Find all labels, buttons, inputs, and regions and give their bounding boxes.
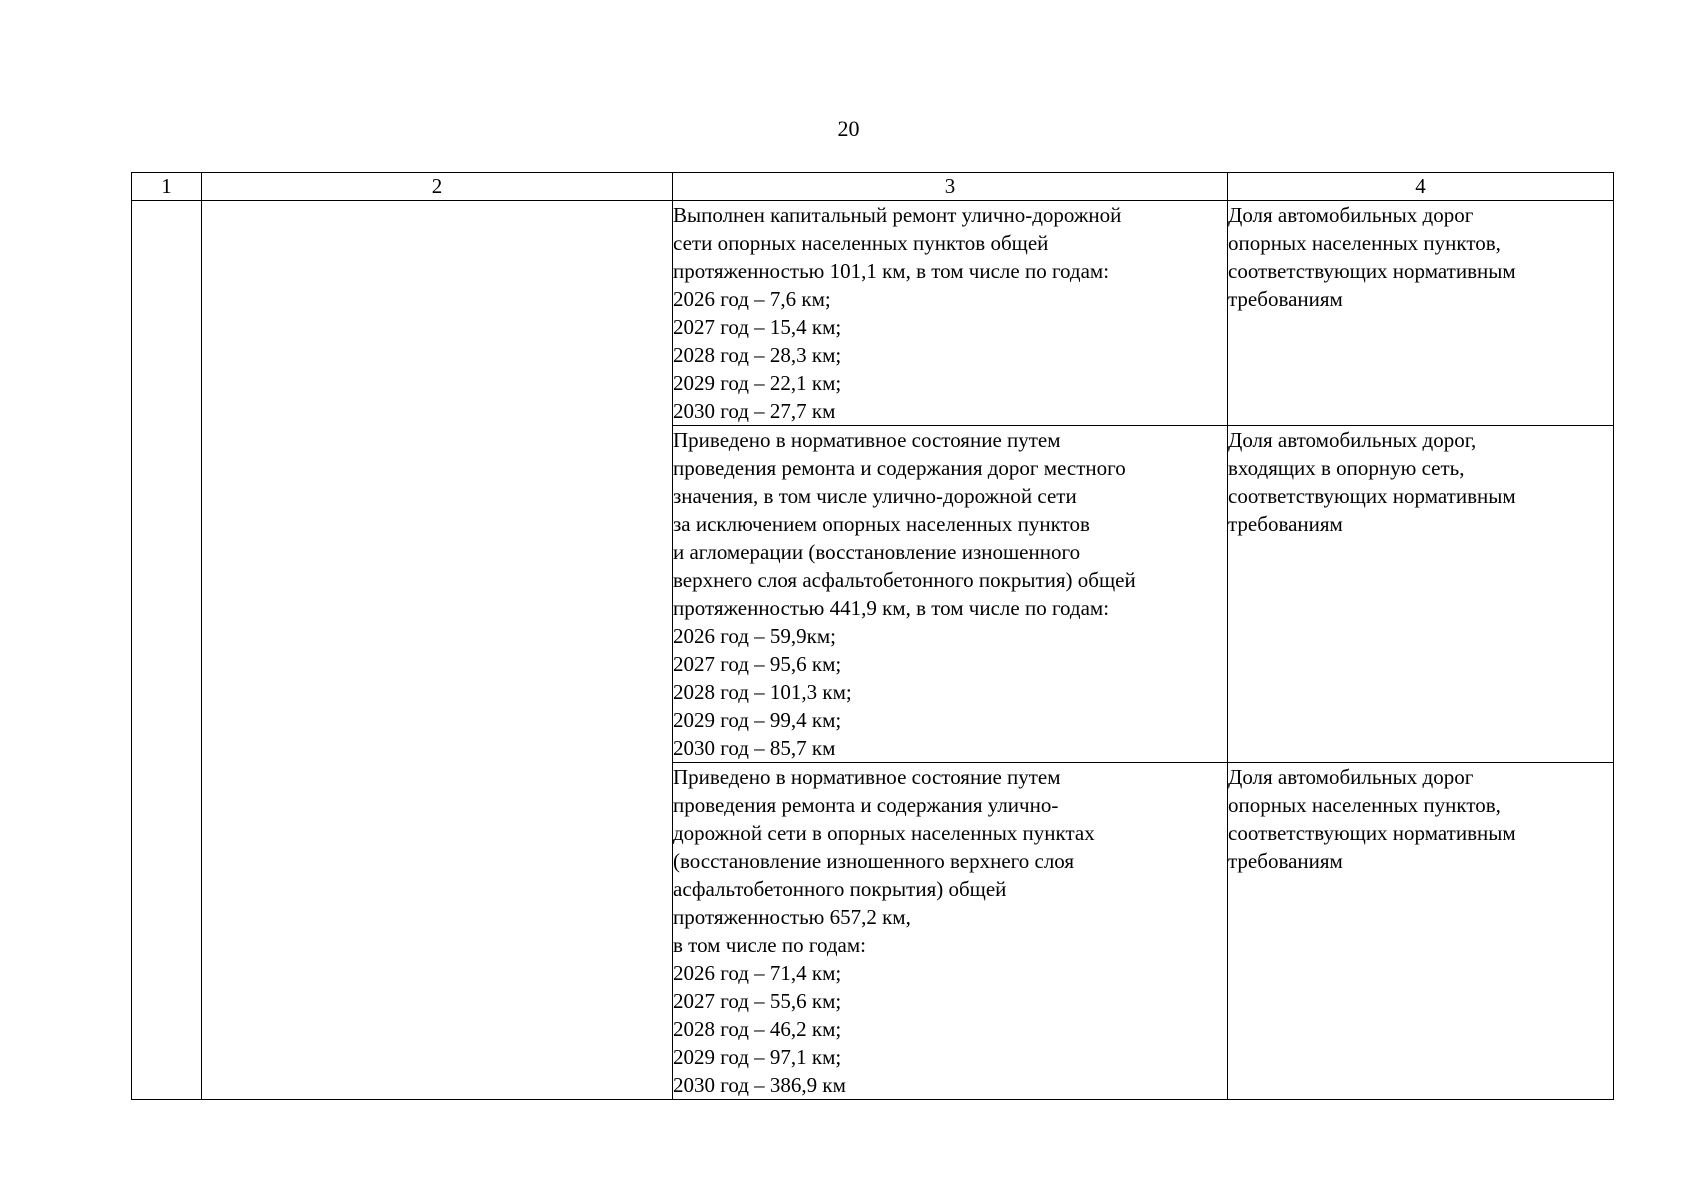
table-row-1 — [132, 201, 1614, 426]
indicator-line: соответствующих нормативным — [1228, 259, 1516, 283]
result-line: сети опорных населенных пунктов общей — [673, 231, 1049, 255]
measure-name-cell — [202, 201, 673, 1100]
result-line: в том числе по годам: — [673, 933, 866, 957]
result-line: 2026 год – 71,4 км; — [673, 961, 842, 985]
result-line: протяженностью 101,1 км, в том числе по годам: — [673, 259, 1110, 283]
result-line: 2030 год – 85,7 км — [673, 736, 836, 760]
result-line: 2027 год – 95,6 км; — [673, 652, 842, 676]
result-line: и агломерации (восстановление изношенного — [673, 540, 1081, 564]
indicator-line: Доля автомобильных дорог — [1228, 765, 1474, 789]
row-number-cell — [132, 201, 202, 1100]
result-line: асфальтобетонного покрытия) общей — [673, 877, 1007, 901]
indicator-cell — [1228, 201, 1614, 426]
header-col-3: 3 — [673, 173, 1228, 201]
result-line: 2026 год – 59,9км; — [673, 624, 836, 648]
result-line: 2026 год – 7,6 км; — [673, 287, 831, 311]
result-line: Выполнен капитальный ремонт улично-дорожной — [673, 203, 1122, 227]
result-cell — [673, 426, 1228, 763]
indicator-line: соответствующих нормативным — [1228, 484, 1516, 508]
indicator-line: входящих в опорную сеть, — [1228, 456, 1465, 480]
result-line: 2028 год – 101,3 км; — [673, 680, 852, 704]
page-number: 20 — [837, 116, 860, 141]
result-line: 2030 год – 386,9 км — [673, 1073, 846, 1097]
result-line: проведения ремонта и содержания улично- — [673, 793, 1059, 817]
indicator-cell — [1228, 763, 1614, 1100]
result-line: протяженностью 441,9 км, в том числе по годам: — [673, 596, 1110, 620]
result-cell — [673, 201, 1228, 426]
header-col-1: 1 — [132, 173, 202, 201]
result-line: 2029 год – 97,1 км; — [673, 1045, 842, 1069]
result-line: Приведено в нормативное состояние путем — [673, 765, 1061, 789]
header-col-4: 4 — [1228, 173, 1614, 201]
indicator-cell — [1228, 426, 1614, 763]
indicator-line: опорных населенных пунктов, — [1228, 231, 1501, 255]
result-line: 2029 год – 99,4 км; — [673, 708, 842, 732]
result-line: Приведено в нормативное состояние путем — [673, 428, 1061, 452]
table-header-row — [132, 173, 1614, 201]
result-line: значения, в том числе улично-дорожной сети — [673, 484, 1077, 508]
result-line: протяженностью 657,2 км, — [673, 905, 911, 929]
result-line: 2027 год – 15,4 км; — [673, 315, 842, 339]
result-line: 2030 год – 27,7 км — [673, 399, 836, 423]
result-line: 2028 год – 28,3 км; — [673, 343, 842, 367]
indicator-line: опорных населенных пунктов, — [1228, 793, 1501, 817]
measures-table — [131, 172, 1614, 1100]
indicator-line: требованиям — [1228, 849, 1343, 873]
indicator-line: требованиям — [1228, 287, 1343, 311]
indicator-line: Доля автомобильных дорог — [1228, 203, 1474, 227]
result-line: за исключением опорных населенных пунктов — [673, 512, 1090, 536]
result-line: 2028 год – 46,2 км; — [673, 1017, 842, 1041]
result-line: (восстановление изношенного верхнего слоя — [673, 849, 1075, 873]
indicator-line: соответствующих нормативным — [1228, 821, 1516, 845]
result-cell — [673, 763, 1228, 1100]
indicator-line: Доля автомобильных дорог, — [1228, 428, 1477, 452]
result-line: 2027 год – 55,6 км; — [673, 989, 842, 1013]
result-line: проведения ремонта и содержания дорог местного — [673, 456, 1126, 480]
result-line: дорожной сети в опорных населенных пунктах — [673, 821, 1095, 845]
header-col-2: 2 — [202, 173, 673, 201]
result-line: верхнего слоя асфальтобетонного покрытия) общей — [673, 568, 1136, 592]
result-line: 2029 год – 22,1 км; — [673, 371, 842, 395]
indicator-line: требованиям — [1228, 512, 1343, 536]
